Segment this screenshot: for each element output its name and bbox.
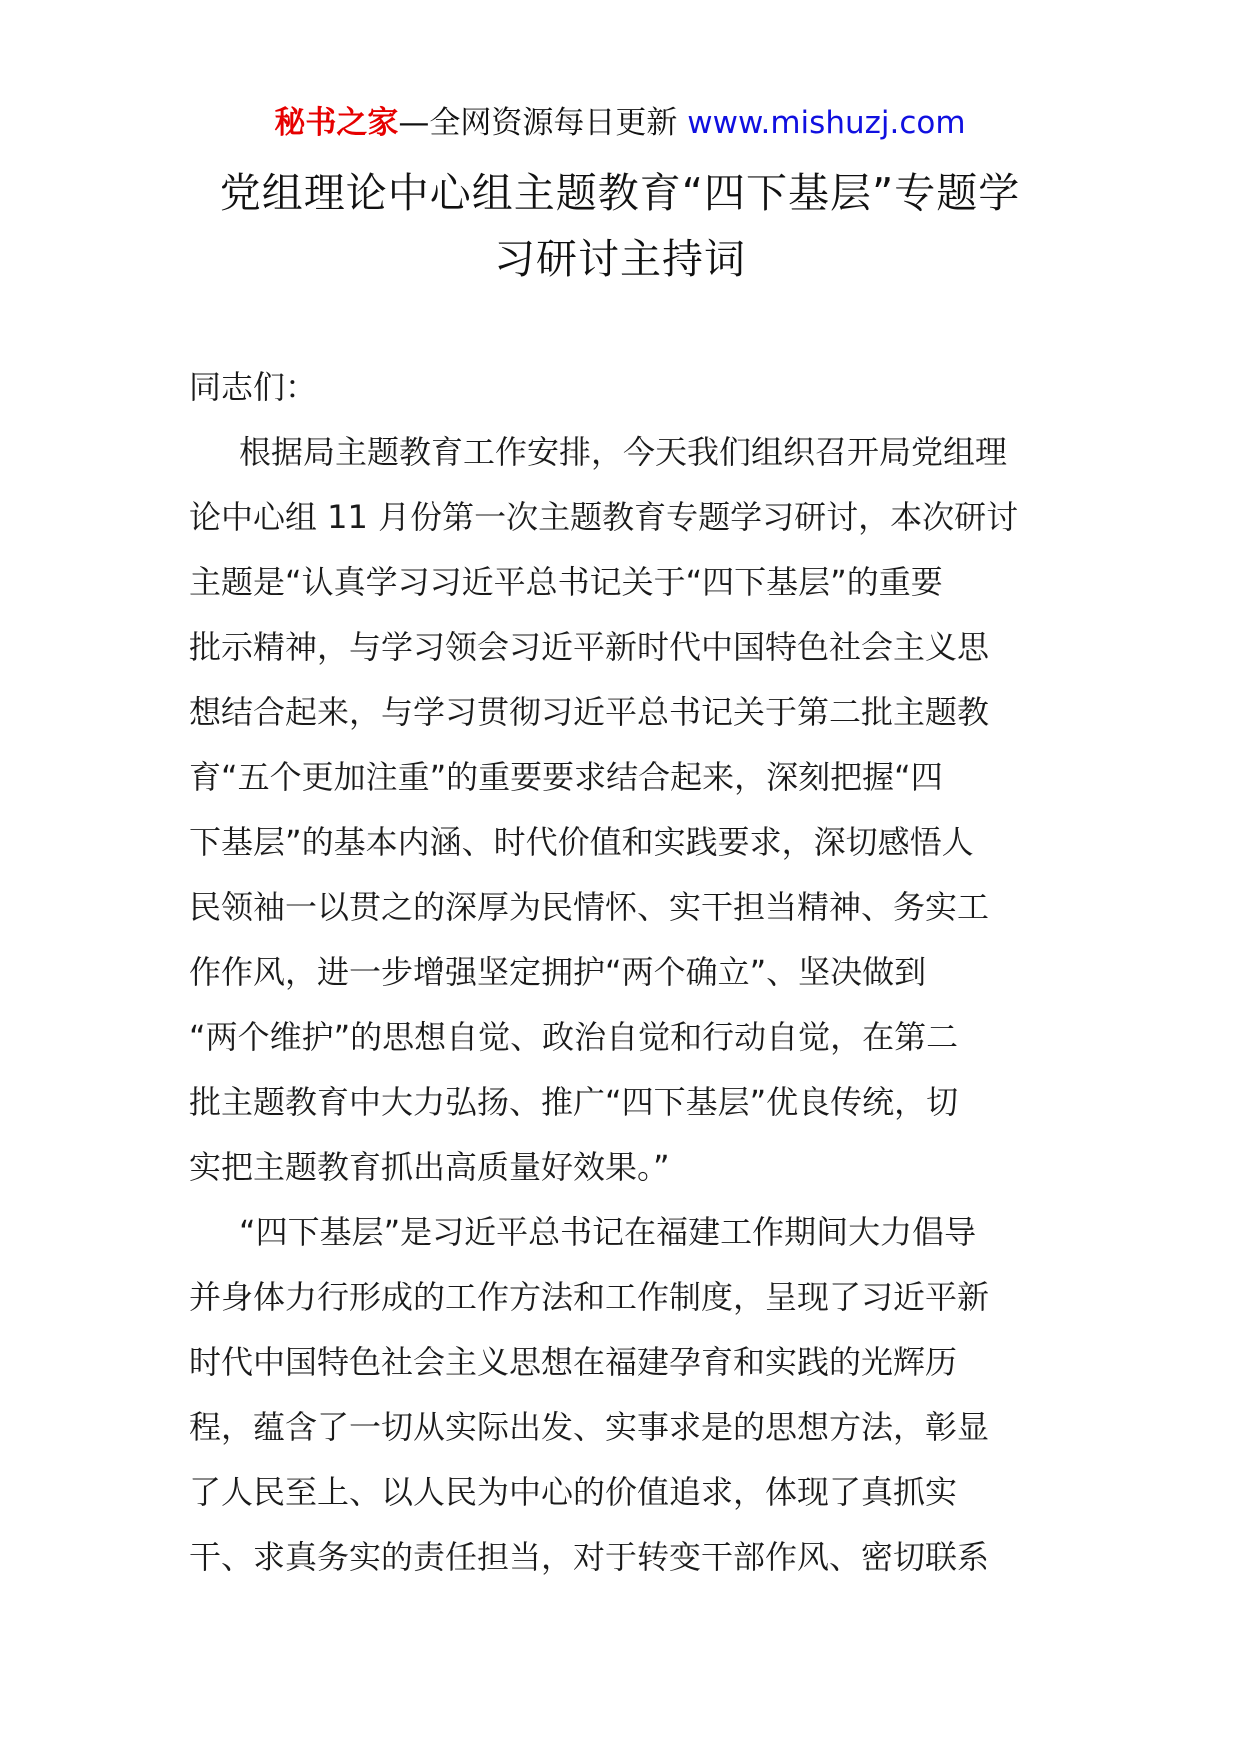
document-title — [180, 160, 1060, 292]
salutation: 同志们： — [189, 368, 318, 406]
paragraph-line: 论中心组 11 月份第一次主题教育专题学习研讨，本次研讨 — [189, 498, 1019, 536]
paragraph-line: 作作风，进一步增强坚定拥护“两个确立”、坚决做到 — [189, 953, 927, 991]
paragraph-line: 主题是“认真学习习近平总书记关于“四下基层”的重要 — [189, 563, 943, 601]
site-url-link[interactable]: www.mishuzj.com — [687, 105, 966, 141]
paragraph-line: 批示精神，与学习领会习近平新时代中国特色社会主义思 — [189, 628, 990, 666]
paragraph-line: “两个维护”的思想自觉、政治自觉和行动自觉，在第二 — [189, 1018, 959, 1056]
title-line: 党组理论中心组主题教育“四下基层”专题学 — [219, 169, 1021, 217]
paragraph-line: 时代中国特色社会主义思想在福建孕育和实践的光辉历 — [189, 1343, 958, 1381]
paragraph-line: 想结合起来，与学习贯彻习近平总书记关于第二批主题教 — [189, 693, 990, 731]
site-header — [0, 100, 1240, 146]
paragraph-line: 根据局主题教育工作安排，今天我们组织召开局党组理 — [239, 433, 1008, 471]
brand-name: 秘书之家 — [274, 105, 399, 141]
paragraph-line: 了人民至上、以人民为中心的价值追求，体现了真抓实 — [189, 1473, 958, 1511]
paragraph-line: 批主题教育中大力弘扬、推广“四下基层”优良传统，切 — [189, 1083, 959, 1121]
paragraph-line: “四下基层”是习近平总书记在福建工作期间大力倡导 — [239, 1213, 977, 1251]
paragraph-line: 育“五个更加注重”的重要要求结合起来，深刻把握“四 — [189, 758, 943, 796]
paragraph-line: 程，蕴含了一切从实际出发、实事求是的思想方法，彰显 — [189, 1408, 990, 1446]
header-tagline: —全网资源每日更新 — [398, 105, 678, 141]
paragraph-line: 干、求真务实的责任担当，对于转变干部作风、密切联系 — [189, 1538, 990, 1576]
paragraph-line: 民领袖一以贯之的深厚为民情怀、实干担当精神、务实工 — [189, 888, 990, 926]
paragraph-line: 下基层”的基本内涵、时代价值和实践要求，深切感悟人 — [189, 823, 974, 861]
paragraph-line: 并身体力行形成的工作方法和工作制度，呈现了习近平新 — [189, 1278, 990, 1316]
title-line: 习研讨主持词 — [494, 235, 746, 283]
document-body — [189, 355, 1069, 1590]
paragraph-line: 实把主题教育抓出高质量好效果。” — [189, 1148, 670, 1186]
